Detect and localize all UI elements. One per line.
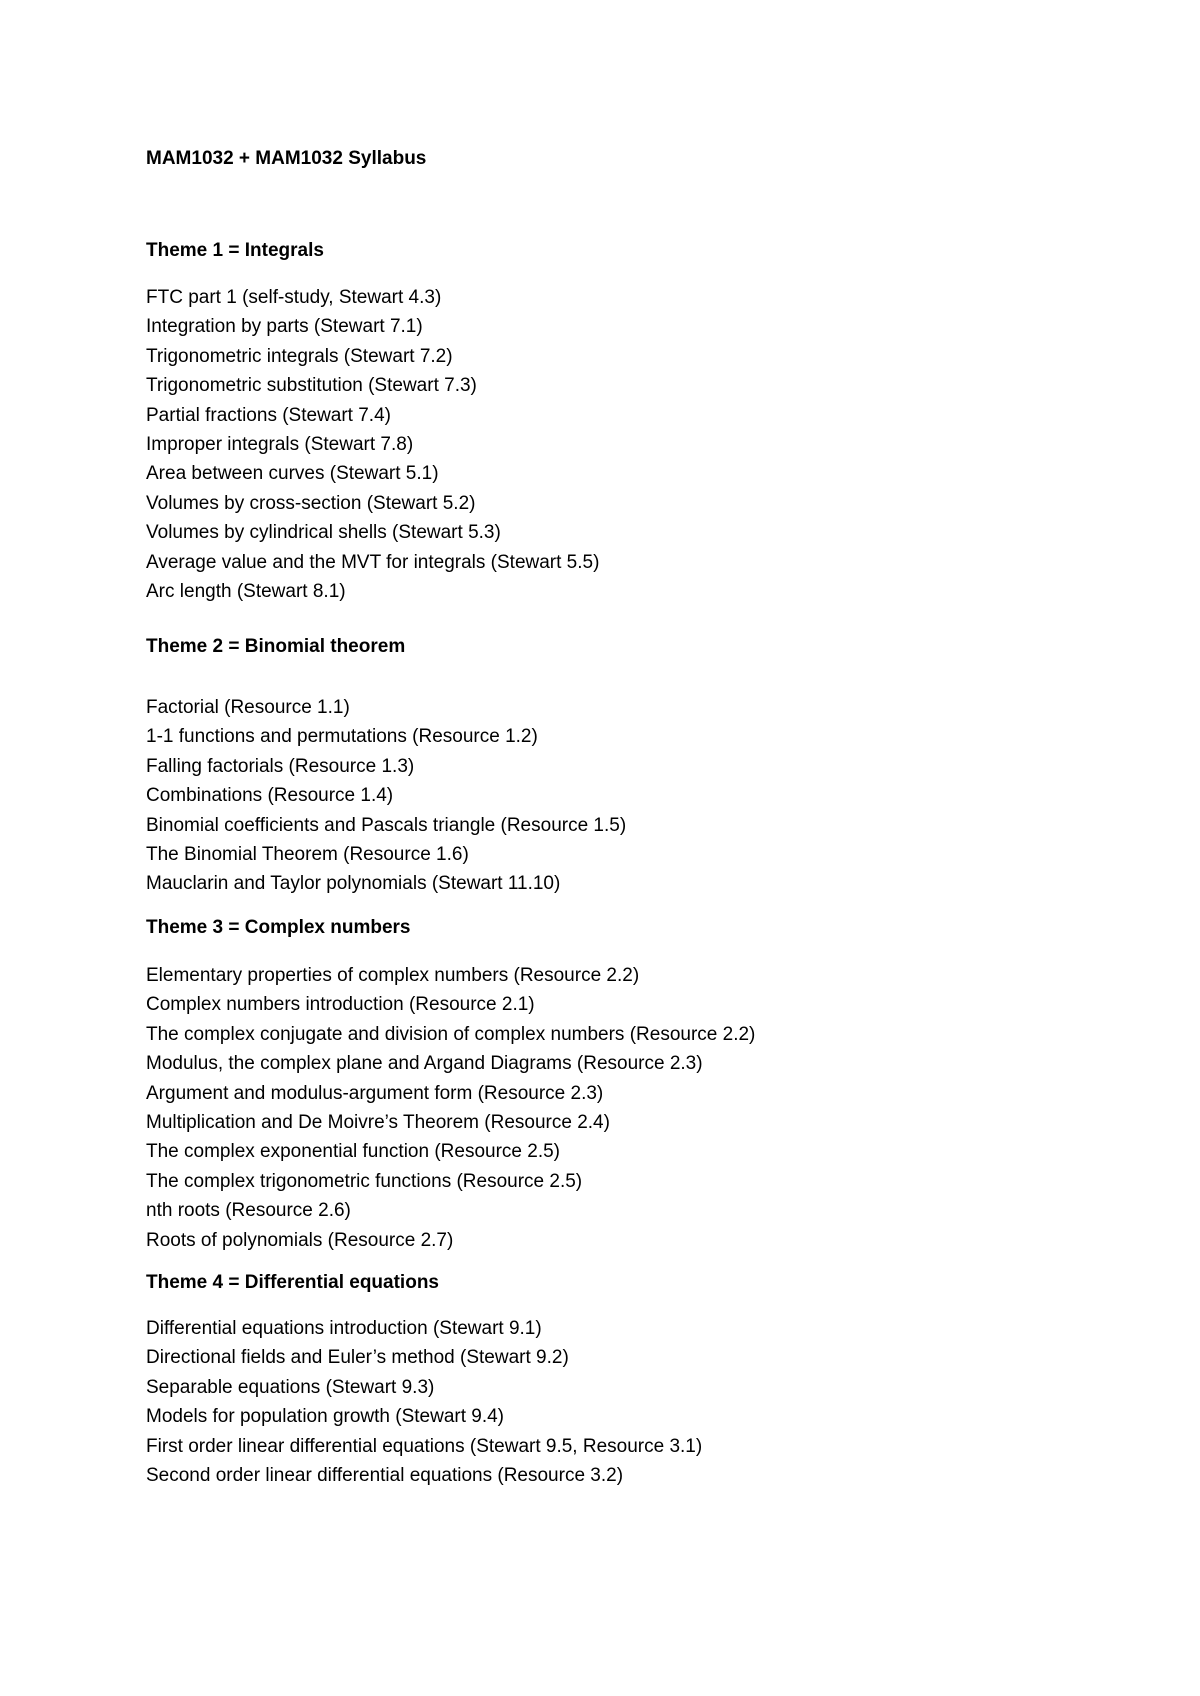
topic-item: Second order linear differential equations (Resource 3.2) <box>146 1465 624 1487</box>
topic-item: Binomial coefficients and Pascals triangle (Resource 1.5) <box>146 814 627 836</box>
theme-heading: Theme 2 = Binomial theorem <box>146 636 406 657</box>
theme-heading: Theme 1 = Integrals <box>146 240 324 261</box>
theme-section-differential-equations <box>146 1270 1146 1490</box>
topic-item: 1-1 functions and permutations (Resource 1.2) <box>146 726 538 748</box>
topic-item: Integration by parts (Stewart 7.1) <box>146 316 423 338</box>
topic-item: The complex conjugate and division of complex numbers (Resource 2.2) <box>146 1023 756 1045</box>
topic-item: Models for population growth (Stewart 9.4) <box>146 1406 505 1428</box>
topic-item: Area between curves (Stewart 5.1) <box>146 463 439 485</box>
theme-section-complex-numbers <box>146 915 1146 1255</box>
theme-section-binomial-theorem <box>146 634 1146 899</box>
theme-heading: Theme 3 = Complex numbers <box>146 917 411 938</box>
topic-item: Elementary properties of complex numbers (Resource 2.2) <box>146 965 640 986</box>
topic-item: Directional fields and Euler’s method (Stewart 9.2) <box>146 1347 569 1369</box>
topic-list <box>146 283 1146 606</box>
topic-list <box>146 693 1146 899</box>
topic-item: The complex trigonometric functions (Resource 2.5) <box>146 1170 583 1192</box>
topic-item: Volumes by cross-section (Stewart 5.2) <box>146 492 476 514</box>
theme-section-integrals <box>146 238 1146 606</box>
topic-item: Falling factorials (Resource 1.3) <box>146 755 415 777</box>
topic-item: nth roots (Resource 2.6) <box>146 1200 351 1222</box>
topic-item: Combinations (Resource 1.4) <box>146 785 394 807</box>
topic-item: Arc length (Stewart 8.1) <box>146 581 346 603</box>
topic-item: Factorial (Resource 1.1) <box>146 697 350 718</box>
topic-item: Mauclarin and Taylor polynomials (Stewart 11.10) <box>146 873 561 895</box>
document-title: MAM1032 + MAM1032 Syllabus <box>146 148 427 169</box>
topic-item: Modulus, the complex plane and Argand Diagrams (Resource 2.3) <box>146 1053 703 1075</box>
topic-item: Complex numbers introduction (Resource 2.1) <box>146 994 535 1016</box>
topic-item: Roots of polynomials (Resource 2.7) <box>146 1229 454 1251</box>
theme-heading: Theme 4 = Differential equations <box>146 1272 439 1293</box>
topic-item: First order linear differential equations (Stewart 9.5, Resource 3.1) <box>146 1435 703 1457</box>
topic-item: Separable equations (Stewart 9.3) <box>146 1376 435 1398</box>
topic-item: Volumes by cylindrical shells (Stewart 5.3) <box>146 522 501 544</box>
topic-item: The Binomial Theorem (Resource 1.6) <box>146 844 469 866</box>
topic-item: Trigonometric substitution (Stewart 7.3) <box>146 375 477 397</box>
topic-item: Argument and modulus-argument form (Resource 2.3) <box>146 1082 604 1104</box>
topic-item: Differential equations introduction (Stewart 9.1) <box>146 1318 542 1339</box>
topic-item: Multiplication and De Moivre’s Theorem (Resource 2.4) <box>146 1112 610 1134</box>
topic-item: Trigonometric integrals (Stewart 7.2) <box>146 345 453 367</box>
topic-list <box>146 961 1146 1255</box>
topic-list <box>146 1314 1146 1490</box>
topic-item: Improper integrals (Stewart 7.8) <box>146 434 414 456</box>
topic-item: Average value and the MVT for integrals (Stewart 5.5) <box>146 551 600 573</box>
topic-item: The complex exponential function (Resource 2.5) <box>146 1141 561 1163</box>
topic-item: Partial fractions (Stewart 7.4) <box>146 404 391 426</box>
topic-item: FTC part 1 (self-study, Stewart 4.3) <box>146 287 442 308</box>
